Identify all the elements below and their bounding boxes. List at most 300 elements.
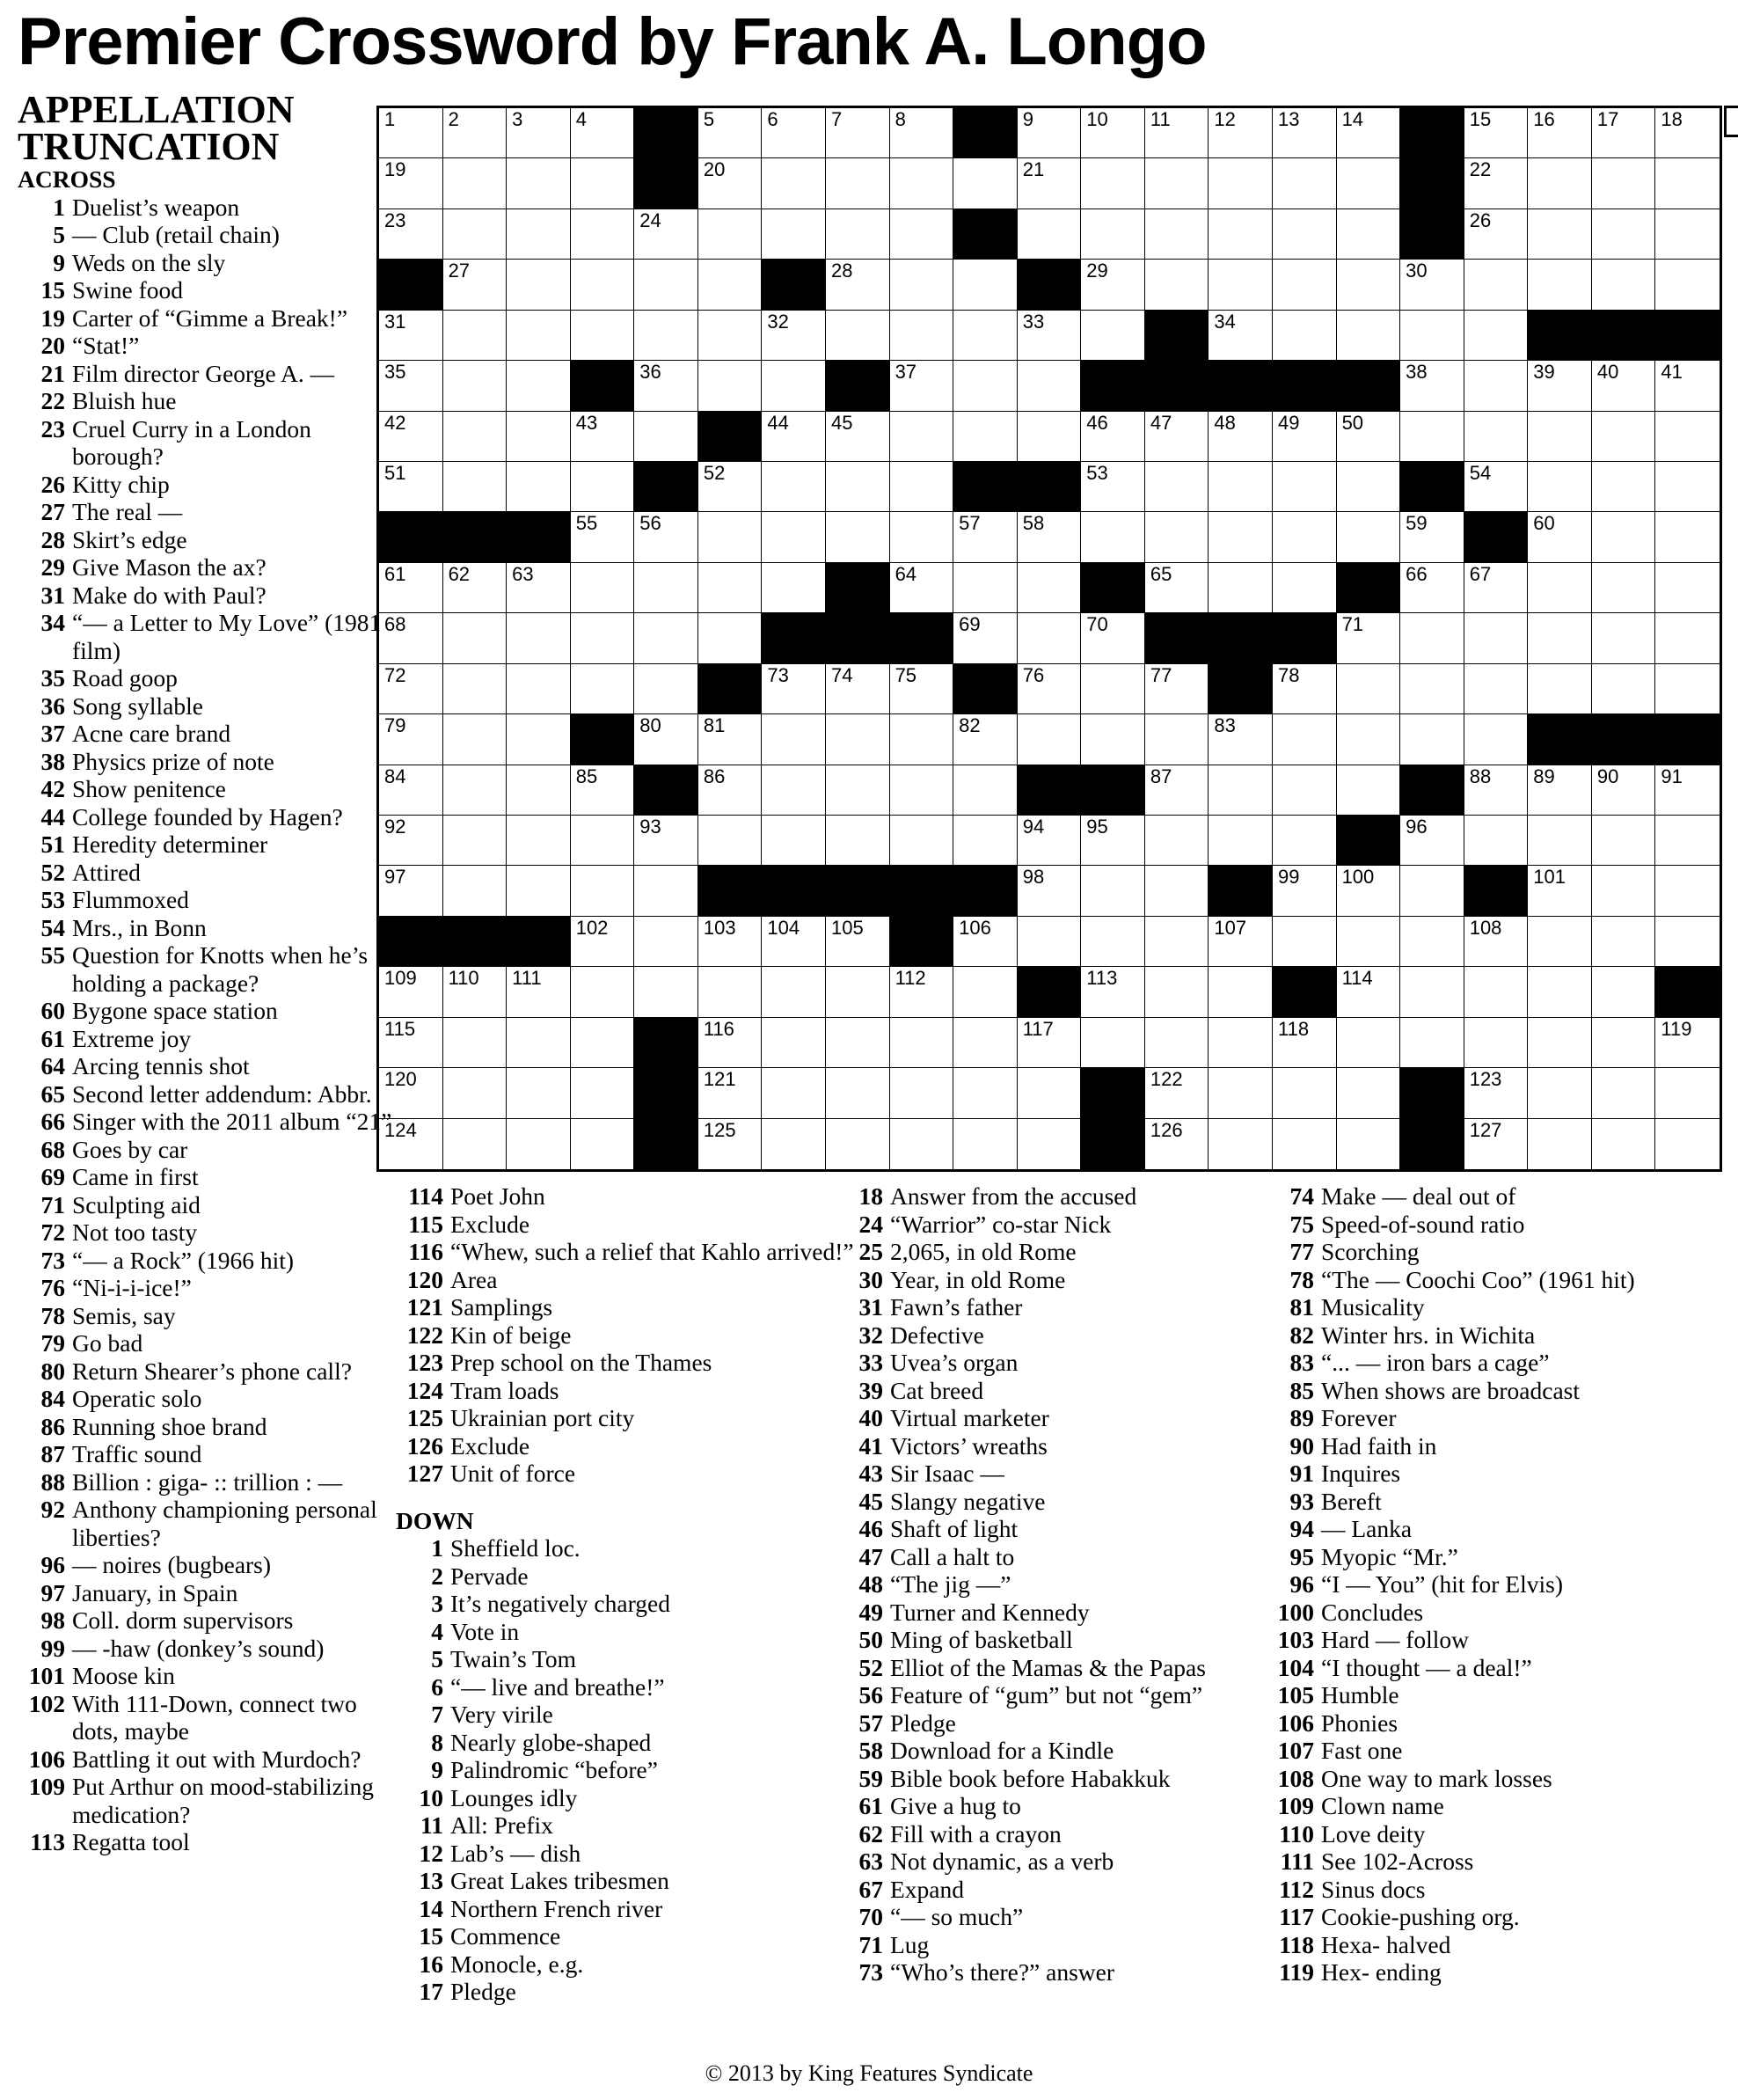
grid-cell[interactable] — [1592, 361, 1656, 411]
grid-cell[interactable] — [1209, 563, 1273, 613]
grid-cell[interactable] — [443, 1018, 508, 1068]
grid-cell[interactable] — [1273, 512, 1337, 562]
grid-cell[interactable] — [1209, 967, 1273, 1017]
grid-cell[interactable] — [507, 1119, 571, 1169]
grid-cell[interactable] — [571, 1119, 635, 1169]
grid-cell[interactable] — [1528, 866, 1592, 916]
grid-cell[interactable] — [507, 1068, 571, 1118]
grid-cell[interactable] — [890, 1119, 954, 1169]
grid-cell[interactable] — [1209, 1068, 1273, 1118]
grid-cell[interactable] — [698, 512, 763, 562]
grid-cell[interactable] — [698, 765, 763, 816]
grid-cell[interactable] — [1464, 260, 1529, 310]
grid-cell[interactable] — [698, 311, 763, 361]
grid-cell[interactable] — [507, 260, 571, 310]
grid-cell[interactable] — [1464, 917, 1529, 967]
grid-cell[interactable] — [634, 664, 698, 714]
grid-cell[interactable] — [1655, 866, 1720, 916]
grid-cell[interactable] — [1209, 412, 1273, 462]
grid-cell[interactable] — [698, 1018, 763, 1068]
grid-cell[interactable] — [1528, 158, 1592, 209]
grid-cell[interactable] — [1655, 1018, 1720, 1068]
grid-cell[interactable] — [1464, 1068, 1529, 1118]
grid-cell[interactable] — [1145, 512, 1209, 562]
grid-cell[interactable] — [443, 311, 508, 361]
grid-cell[interactable] — [890, 512, 954, 562]
grid-cell[interactable] — [762, 1018, 826, 1068]
grid-cell[interactable] — [1018, 512, 1082, 562]
grid-cell[interactable] — [634, 917, 698, 967]
grid-cell[interactable] — [1528, 412, 1592, 462]
grid-cell[interactable] — [1464, 816, 1529, 866]
grid-cell[interactable] — [571, 209, 635, 260]
grid-cell[interactable] — [1018, 866, 1082, 916]
grid-cell[interactable] — [1400, 967, 1464, 1017]
grid-cell[interactable] — [698, 714, 763, 765]
grid-cell[interactable] — [953, 563, 1018, 613]
grid-cell[interactable] — [443, 462, 508, 512]
grid-cell[interactable] — [1337, 462, 1401, 512]
grid-cell[interactable] — [571, 866, 635, 916]
grid-cell[interactable] — [890, 816, 954, 866]
grid-cell[interactable] — [890, 765, 954, 816]
grid-cell[interactable] — [698, 967, 763, 1017]
grid-cell[interactable] — [1081, 108, 1145, 158]
grid-cell[interactable] — [1273, 1119, 1337, 1169]
grid-cell[interactable] — [1018, 311, 1082, 361]
grid-cell[interactable] — [1209, 765, 1273, 816]
grid-cell[interactable] — [571, 260, 635, 310]
grid-cell[interactable] — [1145, 714, 1209, 765]
grid-cell[interactable] — [890, 462, 954, 512]
grid-cell[interactable] — [1209, 917, 1273, 967]
grid-cell[interactable] — [1273, 209, 1337, 260]
grid-cell[interactable] — [762, 816, 826, 866]
grid-cell[interactable] — [826, 1018, 890, 1068]
grid-cell[interactable] — [507, 209, 571, 260]
grid-cell[interactable] — [1528, 1119, 1592, 1169]
grid-cell[interactable] — [571, 816, 635, 866]
grid-cell[interactable] — [1145, 209, 1209, 260]
grid-cell[interactable] — [762, 311, 826, 361]
grid-cell[interactable] — [1592, 412, 1656, 462]
grid-cell[interactable] — [1145, 158, 1209, 209]
grid-cell[interactable] — [571, 1018, 635, 1068]
grid-cell[interactable] — [953, 967, 1018, 1017]
grid-cell[interactable] — [1337, 158, 1401, 209]
grid-cell[interactable] — [443, 158, 508, 209]
grid-cell[interactable] — [1464, 158, 1529, 209]
grid-cell[interactable] — [507, 967, 571, 1017]
grid-cell[interactable] — [826, 1068, 890, 1118]
grid-cell[interactable] — [1337, 1068, 1401, 1118]
grid-cell[interactable] — [1209, 260, 1273, 310]
grid-cell[interactable] — [826, 412, 890, 462]
grid-cell[interactable] — [1464, 967, 1529, 1017]
grid-cell[interactable] — [1145, 1119, 1209, 1169]
grid-cell[interactable] — [953, 158, 1018, 209]
grid-cell[interactable] — [1145, 866, 1209, 916]
grid-cell[interactable] — [1655, 361, 1720, 411]
grid-cell[interactable] — [762, 209, 826, 260]
grid-cell[interactable] — [1528, 563, 1592, 613]
grid-cell[interactable] — [443, 866, 508, 916]
grid-cell[interactable] — [698, 462, 763, 512]
grid-cell[interactable] — [1018, 1068, 1082, 1118]
grid-cell[interactable] — [1273, 563, 1337, 613]
grid-cell[interactable] — [571, 412, 635, 462]
grid-cell[interactable] — [1655, 412, 1720, 462]
grid-cell[interactable] — [1655, 816, 1720, 866]
grid-cell[interactable] — [762, 664, 826, 714]
grid-cell[interactable] — [1464, 765, 1529, 816]
grid-cell[interactable] — [1209, 1018, 1273, 1068]
grid-cell[interactable] — [443, 563, 508, 613]
grid-cell[interactable] — [507, 866, 571, 916]
grid-cell[interactable] — [1081, 714, 1145, 765]
grid-cell[interactable] — [1400, 563, 1464, 613]
grid-cell[interactable] — [1464, 664, 1529, 714]
grid-cell[interactable] — [762, 563, 826, 613]
grid-cell[interactable] — [1655, 158, 1720, 209]
grid-cell[interactable] — [1592, 209, 1656, 260]
grid-cell[interactable] — [443, 412, 508, 462]
grid-cell[interactable] — [1592, 108, 1656, 158]
grid-cell[interactable] — [1081, 917, 1145, 967]
grid-cell[interactable] — [1273, 765, 1337, 816]
grid-cell[interactable] — [1273, 866, 1337, 916]
grid-cell[interactable] — [571, 967, 635, 1017]
grid-cell[interactable] — [953, 613, 1018, 663]
grid-cell[interactable] — [1145, 765, 1209, 816]
grid-cell[interactable] — [1337, 714, 1401, 765]
grid-cell[interactable] — [826, 311, 890, 361]
grid-cell[interactable] — [890, 1068, 954, 1118]
grid-cell[interactable] — [953, 917, 1018, 967]
grid-cell[interactable] — [1528, 361, 1592, 411]
grid-cell[interactable] — [1655, 664, 1720, 714]
grid-cell[interactable] — [953, 361, 1018, 411]
grid-cell[interactable] — [1018, 108, 1082, 158]
grid-cell[interactable] — [571, 512, 635, 562]
grid-cell[interactable] — [1145, 1018, 1209, 1068]
grid-cell[interactable] — [1400, 613, 1464, 663]
grid-cell[interactable] — [1337, 613, 1401, 663]
grid-cell[interactable] — [1209, 311, 1273, 361]
grid-cell[interactable] — [698, 563, 763, 613]
grid-cell[interactable] — [1081, 209, 1145, 260]
grid-cell[interactable] — [890, 108, 954, 158]
grid-cell[interactable] — [443, 664, 508, 714]
grid-cell[interactable] — [826, 1119, 890, 1169]
grid-cell[interactable] — [762, 361, 826, 411]
grid-cell[interactable] — [1528, 1018, 1592, 1068]
grid-cell[interactable] — [1528, 512, 1592, 562]
grid-cell[interactable] — [826, 816, 890, 866]
grid-cell[interactable] — [1209, 108, 1273, 158]
grid-cell[interactable] — [571, 765, 635, 816]
grid-cell[interactable] — [571, 108, 635, 158]
grid-cell[interactable] — [826, 714, 890, 765]
grid-cell[interactable] — [571, 158, 635, 209]
grid-cell[interactable] — [634, 512, 698, 562]
grid-cell[interactable] — [1528, 108, 1592, 158]
grid-cell[interactable] — [1145, 917, 1209, 967]
grid-cell[interactable] — [1592, 462, 1656, 512]
grid-cell[interactable] — [1337, 1018, 1401, 1068]
grid-cell[interactable] — [1400, 361, 1464, 411]
grid-cell[interactable] — [826, 967, 890, 1017]
grid-cell[interactable] — [1337, 664, 1401, 714]
grid-cell[interactable] — [1209, 158, 1273, 209]
grid-cell[interactable] — [762, 1119, 826, 1169]
grid-cell[interactable] — [1018, 1018, 1082, 1068]
grid-cell[interactable] — [1464, 311, 1529, 361]
grid-cell[interactable] — [698, 361, 763, 411]
grid-cell[interactable] — [571, 917, 635, 967]
grid-cell[interactable] — [1018, 613, 1082, 663]
grid-cell[interactable] — [762, 967, 826, 1017]
grid-cell[interactable] — [443, 967, 508, 1017]
grid-cell[interactable] — [1592, 613, 1656, 663]
grid-cell[interactable] — [1145, 1068, 1209, 1118]
grid-cell[interactable] — [953, 1018, 1018, 1068]
grid-cell[interactable] — [1464, 462, 1529, 512]
grid-cell[interactable] — [1081, 158, 1145, 209]
grid-cell[interactable] — [762, 1068, 826, 1118]
grid-cell[interactable] — [1273, 664, 1337, 714]
grid-cell[interactable] — [1081, 412, 1145, 462]
grid-cell[interactable] — [634, 361, 698, 411]
grid-cell[interactable] — [443, 108, 508, 158]
grid-cell[interactable] — [1528, 1068, 1592, 1118]
grid-cell[interactable] — [571, 462, 635, 512]
grid-cell[interactable] — [1528, 765, 1592, 816]
grid-cell[interactable] — [634, 714, 698, 765]
grid-cell[interactable] — [953, 412, 1018, 462]
grid-cell[interactable] — [890, 260, 954, 310]
grid-cell[interactable] — [1464, 1119, 1529, 1169]
grid-cell[interactable] — [826, 765, 890, 816]
grid-cell[interactable] — [1145, 563, 1209, 613]
grid-cell[interactable] — [1464, 209, 1529, 260]
grid-cell[interactable] — [826, 158, 890, 209]
grid-cell[interactable] — [1655, 563, 1720, 613]
grid-cell[interactable] — [379, 108, 443, 158]
grid-cell[interactable] — [826, 917, 890, 967]
grid-cell[interactable] — [762, 462, 826, 512]
grid-cell[interactable] — [634, 311, 698, 361]
grid-cell[interactable] — [1464, 1018, 1529, 1068]
grid-cell[interactable] — [1528, 664, 1592, 714]
grid-cell[interactable] — [634, 412, 698, 462]
grid-cell[interactable] — [1337, 1119, 1401, 1169]
grid-cell[interactable] — [1655, 260, 1720, 310]
grid-cell[interactable] — [1337, 967, 1401, 1017]
grid-cell[interactable] — [953, 765, 1018, 816]
grid-cell[interactable] — [1337, 108, 1401, 158]
grid-cell[interactable] — [953, 1068, 1018, 1118]
grid-cell[interactable] — [1528, 462, 1592, 512]
grid-cell[interactable] — [1273, 816, 1337, 866]
grid-cell[interactable] — [1655, 462, 1720, 512]
grid-cell[interactable] — [507, 613, 571, 663]
grid-cell[interactable] — [1209, 816, 1273, 866]
grid-cell[interactable] — [1464, 361, 1529, 411]
grid-cell[interactable] — [1400, 664, 1464, 714]
grid-cell[interactable] — [1400, 260, 1464, 310]
grid-cell[interactable] — [507, 108, 571, 158]
grid-cell[interactable] — [1528, 260, 1592, 310]
grid-cell[interactable] — [1400, 917, 1464, 967]
grid-cell[interactable] — [571, 563, 635, 613]
grid-cell[interactable] — [890, 714, 954, 765]
grid-cell[interactable] — [1273, 1018, 1337, 1068]
grid-cell[interactable] — [698, 158, 763, 209]
grid-cell[interactable] — [953, 260, 1018, 310]
grid-cell[interactable] — [1464, 563, 1529, 613]
grid-cell[interactable] — [1081, 967, 1145, 1017]
grid-cell[interactable] — [1592, 816, 1656, 866]
grid-cell[interactable] — [1018, 1119, 1082, 1169]
grid-cell[interactable] — [1081, 1018, 1145, 1068]
grid-cell[interactable] — [1081, 462, 1145, 512]
grid-cell[interactable] — [698, 260, 763, 310]
grid-cell[interactable] — [1145, 967, 1209, 1017]
grid-cell[interactable] — [1081, 866, 1145, 916]
grid-cell[interactable] — [1400, 714, 1464, 765]
grid-cell[interactable] — [1655, 209, 1720, 260]
grid-cell[interactable] — [953, 311, 1018, 361]
grid-cell[interactable] — [1400, 512, 1464, 562]
grid-cell[interactable] — [443, 714, 508, 765]
grid-cell[interactable] — [698, 1068, 763, 1118]
grid-cell[interactable] — [1655, 613, 1720, 663]
grid-cell[interactable] — [890, 563, 954, 613]
grid-cell[interactable] — [1464, 714, 1529, 765]
grid-cell[interactable] — [443, 816, 508, 866]
grid-cell[interactable] — [1273, 412, 1337, 462]
grid-cell[interactable] — [1337, 311, 1401, 361]
grid-cell[interactable] — [443, 1068, 508, 1118]
grid-cell[interactable] — [890, 1018, 954, 1068]
grid-cell[interactable] — [698, 613, 763, 663]
grid-cell[interactable] — [890, 361, 954, 411]
grid-cell[interactable] — [1337, 209, 1401, 260]
grid-cell[interactable] — [507, 563, 571, 613]
grid-cell[interactable] — [1018, 714, 1082, 765]
grid-cell[interactable] — [443, 209, 508, 260]
grid-cell[interactable] — [507, 765, 571, 816]
grid-cell[interactable] — [1400, 412, 1464, 462]
grid-cell[interactable] — [762, 158, 826, 209]
grid-cell[interactable] — [1081, 311, 1145, 361]
grid-cell[interactable] — [1273, 311, 1337, 361]
grid-cell[interactable] — [1273, 108, 1337, 158]
grid-cell[interactable] — [1592, 765, 1656, 816]
grid-cell[interactable] — [443, 1119, 508, 1169]
grid-cell[interactable] — [1145, 412, 1209, 462]
grid-cell[interactable] — [1081, 613, 1145, 663]
grid-cell[interactable] — [1337, 917, 1401, 967]
grid-cell[interactable] — [1273, 714, 1337, 765]
grid-cell[interactable] — [1273, 462, 1337, 512]
grid-cell[interactable] — [1592, 563, 1656, 613]
grid-cell[interactable] — [1528, 816, 1592, 866]
grid-cell[interactable] — [762, 765, 826, 816]
grid-cell[interactable] — [1655, 108, 1720, 158]
grid-cell[interactable] — [762, 412, 826, 462]
grid-cell[interactable] — [1273, 260, 1337, 310]
grid-cell[interactable] — [1400, 866, 1464, 916]
grid-cell[interactable] — [571, 613, 635, 663]
grid-cell[interactable] — [890, 412, 954, 462]
grid-cell[interactable] — [1592, 512, 1656, 562]
grid-cell[interactable] — [890, 664, 954, 714]
grid-cell[interactable] — [1464, 613, 1529, 663]
grid-cell[interactable] — [1528, 613, 1592, 663]
grid-cell[interactable] — [507, 412, 571, 462]
grid-cell[interactable] — [634, 967, 698, 1017]
grid-cell[interactable] — [443, 613, 508, 663]
grid-cell[interactable] — [634, 260, 698, 310]
grid-cell[interactable] — [507, 1018, 571, 1068]
grid-cell[interactable] — [1528, 209, 1592, 260]
grid-cell[interactable] — [826, 462, 890, 512]
grid-cell[interactable] — [953, 512, 1018, 562]
grid-cell[interactable] — [953, 714, 1018, 765]
grid-cell[interactable] — [1018, 664, 1082, 714]
grid-cell[interactable] — [1273, 917, 1337, 967]
grid-cell[interactable] — [1337, 512, 1401, 562]
grid-cell[interactable] — [1337, 260, 1401, 310]
grid-cell[interactable] — [1655, 1068, 1720, 1118]
grid-cell[interactable] — [890, 967, 954, 1017]
grid-cell[interactable] — [698, 1119, 763, 1169]
grid-cell[interactable] — [826, 260, 890, 310]
grid-cell[interactable] — [507, 462, 571, 512]
grid-cell[interactable] — [507, 714, 571, 765]
grid-cell[interactable] — [1592, 260, 1656, 310]
grid-cell[interactable] — [1592, 1119, 1656, 1169]
grid-cell[interactable] — [953, 816, 1018, 866]
grid-cell[interactable] — [1145, 108, 1209, 158]
grid-cell[interactable] — [1018, 917, 1082, 967]
grid-cell[interactable] — [1018, 361, 1082, 411]
grid-cell[interactable] — [1592, 158, 1656, 209]
grid-cell[interactable] — [1337, 412, 1401, 462]
grid-cell[interactable] — [1337, 765, 1401, 816]
grid-cell[interactable] — [1145, 462, 1209, 512]
grid-cell[interactable] — [571, 664, 635, 714]
grid-cell[interactable] — [634, 209, 698, 260]
grid-cell[interactable] — [890, 311, 954, 361]
grid-cell[interactable] — [1209, 462, 1273, 512]
grid-cell[interactable] — [634, 613, 698, 663]
grid-cell[interactable] — [1018, 563, 1082, 613]
grid-cell[interactable] — [1209, 1119, 1273, 1169]
grid-cell[interactable] — [826, 664, 890, 714]
grid-cell[interactable] — [1400, 1018, 1464, 1068]
grid-cell[interactable] — [1592, 917, 1656, 967]
grid-cell[interactable] — [443, 765, 508, 816]
grid-cell[interactable] — [890, 158, 954, 209]
grid-cell[interactable] — [634, 816, 698, 866]
grid-cell[interactable] — [1464, 108, 1529, 158]
grid-cell[interactable] — [1209, 209, 1273, 260]
grid-cell[interactable] — [1018, 209, 1082, 260]
grid-cell[interactable] — [507, 361, 571, 411]
